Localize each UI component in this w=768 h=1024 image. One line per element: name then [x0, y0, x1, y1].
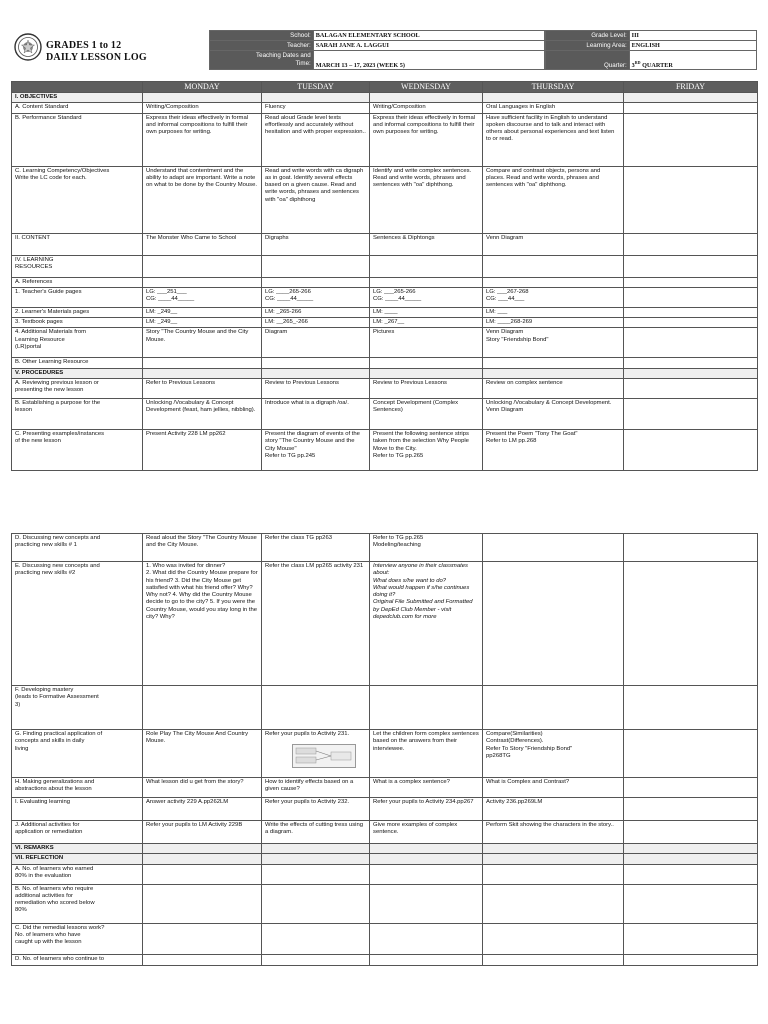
table-row — [12, 113, 758, 166]
row-label: A. No. of learners who earned 80% in the evaluation — [12, 864, 143, 884]
cell-friday — [624, 328, 758, 358]
table-row — [12, 166, 758, 233]
cell-tuesday: Review to Previous Lessons — [262, 379, 370, 399]
cell-monday — [143, 884, 262, 923]
cell-monday: Present Activity 228 LM pp262 — [143, 430, 262, 471]
cell-wednesday — [370, 954, 483, 965]
cell-friday — [624, 954, 758, 965]
learning-area-value: ENGLISH — [629, 41, 756, 51]
cell-thursday — [483, 534, 624, 562]
cell-wednesday: Give more examples of complex sentence. — [370, 821, 483, 844]
row-label: IV. LEARNING RESOURCES — [12, 255, 143, 277]
cell-tuesday: Introduce what is a digraph /oa/. — [262, 399, 370, 430]
cell-tuesday: Refer the class LM pp265 activity 231 — [262, 562, 370, 686]
cell-monday: Unlocking /Vocabulary & Concept Development (feast, ham jellies, nibbling). — [143, 399, 262, 430]
cell-wednesday: Pictures — [370, 328, 483, 358]
cell-tuesday — [262, 884, 370, 923]
table-row — [12, 318, 758, 328]
cell-wednesday: Express their ideas effectively in formal and informal compositions to fulfill their own purposes for writing. — [370, 113, 483, 166]
cell-friday — [624, 318, 758, 328]
cell-thursday — [483, 562, 624, 686]
cell-wednesday: Identify and write complex sentences. Read and write words, phrases and sentences with "oa" diphthong. — [370, 166, 483, 233]
cell-monday: Understand that contentment and the ability to adapt are important. Write a note on what to be done by the Country Mouse. — [143, 166, 262, 233]
cell-friday — [624, 287, 758, 307]
cell-friday — [624, 686, 758, 730]
table-row — [12, 233, 758, 255]
header-info-left — [209, 30, 545, 70]
day-header-friday: FRIDAY — [624, 82, 758, 93]
cell-tuesday — [262, 864, 370, 884]
corner-cell — [12, 82, 143, 93]
cell-wednesday — [370, 93, 483, 103]
dates-label-line-2: Time: — [295, 60, 311, 67]
cell-monday: The Monster Who Came to School — [143, 233, 262, 255]
row-label: 4. Additional Materials from Learning Resource (LR)portal — [12, 328, 143, 358]
cell-tuesday: LG: ____265-266 CG: ____44_____ — [262, 287, 370, 307]
row-label: B. Performance Standard — [12, 113, 143, 166]
section-row — [12, 93, 758, 103]
row-label: C. Did the remedial lessons work? No. of learners who have caught up with the lesson — [12, 923, 143, 954]
cell-friday — [624, 277, 758, 287]
cell-tuesday: Read aloud Grade level texts effortlessly and accurately without hesitation and with proper expression.. — [262, 113, 370, 166]
day-header-tuesday: TUESDAY — [262, 82, 370, 93]
cell-thursday: Activity 236.pp269LM — [483, 798, 624, 821]
table-row — [12, 798, 758, 821]
cell-monday: Role Play The City Mouse And Country Mouse. — [143, 730, 262, 778]
row-label: A. Content Standard — [12, 103, 143, 113]
cell-friday — [624, 113, 758, 166]
cell-thursday: Oral Languages in English — [483, 103, 624, 113]
cell-monday: LM: _249__ — [143, 307, 262, 317]
table-row — [12, 430, 758, 471]
cell-thursday — [483, 277, 624, 287]
cell-monday — [143, 954, 262, 965]
table-row — [12, 277, 758, 287]
day-header-monday: MONDAY — [143, 82, 262, 93]
cell-monday: Story "The Country Mouse and the City Mouse. — [143, 328, 262, 358]
cell-wednesday: LM: _267__ — [370, 318, 483, 328]
cell-friday — [624, 93, 758, 103]
row-label: B. Establishing a purpose for the lesson — [12, 399, 143, 430]
row-label: D. No. of learners who continue to — [12, 954, 143, 965]
cell-monday: LM: _249__ — [143, 318, 262, 328]
cell-thursday: What is Complex and Contrast? — [483, 778, 624, 798]
cell-wednesday: Refer your pupils to Activity 234.pp267 — [370, 798, 483, 821]
cell-thursday — [483, 854, 624, 864]
cell-tuesday: Diagram — [262, 328, 370, 358]
cell-thursday: Perform Skit showing the characters in the story.. — [483, 821, 624, 844]
cell-tuesday — [262, 686, 370, 730]
cell-monday — [143, 854, 262, 864]
cell-wednesday — [370, 844, 483, 854]
cell-tuesday — [262, 255, 370, 277]
table-row — [12, 686, 758, 730]
row-label: 3. Textbook pages — [12, 318, 143, 328]
cell-wednesday: Refer to TG pp.265 Modeling/teaching — [370, 534, 483, 562]
dates-value: MARCH 13 – 17, 2023 (WEEK 5) — [313, 51, 544, 70]
row-label: H. Making generalizations and abstractions about the lesson — [12, 778, 143, 798]
cell-wednesday — [370, 255, 483, 277]
day-header-wednesday: WEDNESDAY — [370, 82, 483, 93]
cell-wednesday: LM: ____ — [370, 307, 483, 317]
cell-monday: What lesson did u get from the story? — [143, 778, 262, 798]
section-row — [12, 844, 758, 854]
cell-friday — [624, 534, 758, 562]
table-row — [12, 358, 758, 368]
table-row — [12, 954, 758, 965]
row-label: VII. REFLECTION — [12, 854, 143, 864]
dates-label-line-1: Teaching Dates and — [256, 52, 311, 59]
cell-monday — [143, 358, 262, 368]
cell-friday — [624, 864, 758, 884]
row-label: F. Developing mastery (leads to Formative Assessment 3) — [12, 686, 143, 730]
cell-thursday: Review on complex sentence — [483, 379, 624, 399]
cell-monday: Refer to Previous Lessons — [143, 379, 262, 399]
cell-friday — [624, 399, 758, 430]
cell-thursday — [483, 368, 624, 378]
table-row — [12, 730, 758, 778]
cell-thursday — [483, 884, 624, 923]
cell-wednesday — [370, 864, 483, 884]
cell-thursday: LM: ____268-269 — [483, 318, 624, 328]
table-row — [12, 328, 758, 358]
cell-thursday: Have sufficient facility in English to understand spoken discourse and to talk and interact with others about personal experiences and text listen to or read. — [483, 113, 624, 166]
row-label: I. Evaluating learning — [12, 798, 143, 821]
cell-friday — [624, 166, 758, 233]
cell-monday — [143, 923, 262, 954]
cell-tuesday — [262, 923, 370, 954]
cell-wednesday — [370, 923, 483, 954]
quarter-label: Quarter: — [546, 51, 630, 70]
cell-tuesday: LM: __265_-266 — [262, 318, 370, 328]
cell-monday: Writing/Composition — [143, 103, 262, 113]
lesson-table-part-1 — [11, 81, 758, 471]
cell-friday — [624, 821, 758, 844]
cell-thursday: Unlocking /Vocabulary & Concept Development. Venn Diagram — [483, 399, 624, 430]
cell-tuesday: Present the diagram of events of the story "The Country Mouse and the City Mouse" Refer to TG pp.245 — [262, 430, 370, 471]
school-label: School: — [210, 31, 314, 41]
cell-wednesday: Writing/Composition — [370, 103, 483, 113]
cell-monday — [143, 864, 262, 884]
document-title — [46, 40, 147, 64]
table-row — [12, 399, 758, 430]
cell-wednesday — [370, 686, 483, 730]
cell-friday — [624, 844, 758, 854]
cell-tuesday — [262, 93, 370, 103]
row-label: A. Reviewing previous lesson or presenting the new lesson — [12, 379, 143, 399]
table-row — [12, 821, 758, 844]
cell-friday — [624, 854, 758, 864]
cell-thursday — [483, 255, 624, 277]
cell-wednesday: What is a complex sentence? — [370, 778, 483, 798]
row-label: C. Learning Competency/Objectives Write the LC code for each. — [12, 166, 143, 233]
cell-friday — [624, 368, 758, 378]
cell-tuesday — [262, 954, 370, 965]
grade-level-value: III — [629, 31, 756, 41]
row-label: I. OBJECTIVES — [12, 93, 143, 103]
cell-monday: Answer activity 229 A.pp262LM — [143, 798, 262, 821]
row-label: D. Discussing new concepts and practicing new skills # 1 — [12, 534, 143, 562]
table-row — [12, 884, 758, 923]
cell-tuesday: Refer your pupils to Activity 232. — [262, 798, 370, 821]
row-label: B. Other Learning Resource — [12, 358, 143, 368]
title-line-1: GRADES 1 to 12 — [46, 40, 122, 51]
cell-thursday: Compare(Similarities) Contrast(Differences). Refer To Story "Friendship Bond" pp268TG — [483, 730, 624, 778]
cell-friday — [624, 923, 758, 954]
cell-friday — [624, 103, 758, 113]
deped-seal-icon — [14, 33, 42, 61]
cell-wednesday — [370, 884, 483, 923]
teacher-label: Teacher: — [210, 41, 314, 51]
cell-thursday — [483, 93, 624, 103]
cell-monday: LG: ___251___ CG: ____44_____ — [143, 287, 262, 307]
cell-tuesday — [262, 358, 370, 368]
cell-wednesday: Present the following sentence strips taken from the selection Why People Move to the City. Refer to TG pp.265 — [370, 430, 483, 471]
quarter-value — [629, 51, 756, 70]
quarter-word: QUARTER — [640, 62, 673, 69]
teacher-value: SARAH JANE A. LAGGUI — [313, 41, 544, 51]
cell-wednesday — [370, 854, 483, 864]
quarter-suffix: RD — [634, 59, 641, 65]
row-label: 1. Teacher's Guide pages — [12, 287, 143, 307]
cell-thursday — [483, 864, 624, 884]
table-row — [12, 534, 758, 562]
cell-tuesday — [262, 277, 370, 287]
row-label: 2. Learner's Materials pages — [12, 307, 143, 317]
section-row — [12, 368, 758, 378]
cell-wednesday: Let the children form complex sentences based on the answers from their interviewee. — [370, 730, 483, 778]
cell-friday — [624, 798, 758, 821]
cell-monday: Read aloud the Story "The Country Mouse and the City Mouse. — [143, 534, 262, 562]
cell-monday: 1. Who was invited for dinner? 2. What did the Country Mouse prepare for his friend? 3. Did the City Mouse get satisfied with what his friend offer? Why? Why not? 4. Why did the Country Mouse decide to go to the city? 5. If you were the Country Mouse, would you stay long in the city? Why? — [143, 562, 262, 686]
cell-thursday: LM: ___ — [483, 307, 624, 317]
cell-friday — [624, 430, 758, 471]
cell-thursday: LG: ___267-268 CG: ___44___ — [483, 287, 624, 307]
cell-monday — [143, 844, 262, 854]
grade-level-label: Grade Level: — [546, 31, 630, 41]
activity-diagram-image — [292, 744, 356, 768]
cell-thursday — [483, 844, 624, 854]
cell-friday — [624, 379, 758, 399]
cell-tuesday: Refer your pupils to Activity 231. — [262, 730, 370, 778]
cell-monday — [143, 255, 262, 277]
day-header-row — [12, 82, 758, 93]
cell-friday — [624, 233, 758, 255]
cell-monday — [143, 277, 262, 287]
cell-friday — [624, 307, 758, 317]
cell-tuesday: Write the effects of cutting tress using a diagram. — [262, 821, 370, 844]
row-label: E. Discussing new concepts and practicing new skills #2 — [12, 562, 143, 686]
cell-tuesday: Fluency — [262, 103, 370, 113]
cell-monday — [143, 93, 262, 103]
cell-monday — [143, 368, 262, 378]
row-label: A. References — [12, 277, 143, 287]
cell-thursday: Venn Diagram Story "Friendship Bond" — [483, 328, 624, 358]
cell-tuesday — [262, 844, 370, 854]
cell-thursday: Venn Diagram — [483, 233, 624, 255]
cell-thursday: Compare and contrast objects, persons and places. Read and write words, phrases and sentences with "oa" diphthong. — [483, 166, 624, 233]
table-row — [12, 287, 758, 307]
table-row — [12, 307, 758, 317]
quarter-number: 3 — [631, 62, 635, 69]
cell-friday — [624, 255, 758, 277]
row-label: J. Additional activities for application or remediation — [12, 821, 143, 844]
cell-friday — [624, 884, 758, 923]
cell-tuesday: LM: _265-266 — [262, 307, 370, 317]
cell-wednesday: LG: ___265-266 CG: ____44_____ — [370, 287, 483, 307]
cell-monday — [143, 686, 262, 730]
cell-monday: Express their ideas effectively in formal and informal compositions to fulfill their own purposes for writing. — [143, 113, 262, 166]
header-info-right — [545, 30, 757, 70]
cell-tuesday — [262, 854, 370, 864]
row-label: C. Presenting examples/instances of the new lesson — [12, 430, 143, 471]
learning-area-label: Learning Area: — [546, 41, 630, 51]
lesson-table-part-2 — [11, 533, 758, 966]
cell-wednesday: Sentences & Diphtongs — [370, 233, 483, 255]
row-label: B. No. of learners who require additional activities for remediation who scored below 80% — [12, 884, 143, 923]
row-label: II. CONTENT — [12, 233, 143, 255]
cell-tuesday — [262, 368, 370, 378]
cell-wednesday: Interview anyone in their classmates about: What does s/he want to do? What would happen if s/he continues doing it? Original File Submitted and Formatted by DepEd Club Member - visit depedclub.com for more — [370, 562, 483, 686]
cell-tuesday: Read and write words with ca digraph as in goat. Identify several effects based on a given cause. Read and write words, phrases and sentences with "oa" diphthong — [262, 166, 370, 233]
day-header-thursday: THURSDAY — [483, 82, 624, 93]
cell-thursday — [483, 923, 624, 954]
table-row — [12, 562, 758, 686]
row-label: G. Finding practical application of concepts and skills in daily living — [12, 730, 143, 778]
cell-thursday — [483, 686, 624, 730]
table-row — [12, 379, 758, 399]
table-row — [12, 255, 758, 277]
cell-wednesday: Review to Previous Lessons — [370, 379, 483, 399]
cell-friday — [624, 562, 758, 686]
cell-tuesday: Digraphs — [262, 233, 370, 255]
cell-friday — [624, 730, 758, 778]
cell-wednesday — [370, 277, 483, 287]
cell-thursday — [483, 358, 624, 368]
dates-label — [210, 51, 314, 70]
cell-thursday — [483, 954, 624, 965]
cell-wednesday: Concept Development (Complex Sentences) — [370, 399, 483, 430]
cell-monday: Refer your pupils to LM Activity 229B — [143, 821, 262, 844]
table-row — [12, 103, 758, 113]
row-label: V. PROCEDURES — [12, 368, 143, 378]
cell-wednesday — [370, 368, 483, 378]
cell-tuesday: How to identify effects based on a given cause? — [262, 778, 370, 798]
cell-tuesday: Refer the class TG pp263 — [262, 534, 370, 562]
cell-friday — [624, 778, 758, 798]
table-row — [12, 923, 758, 954]
school-value: BALAGAN ELEMENTARY SCHOOL — [313, 31, 544, 41]
section-row — [12, 854, 758, 864]
table-row — [12, 778, 758, 798]
title-line-2: DAILY LESSON LOG — [46, 52, 147, 63]
cell-thursday: Present the Poem "Tony The Goat" Refer to LM pp.268 — [483, 430, 624, 471]
row-label: VI. REMARKS — [12, 844, 143, 854]
table-row — [12, 864, 758, 884]
cell-wednesday — [370, 358, 483, 368]
cell-friday — [624, 358, 758, 368]
